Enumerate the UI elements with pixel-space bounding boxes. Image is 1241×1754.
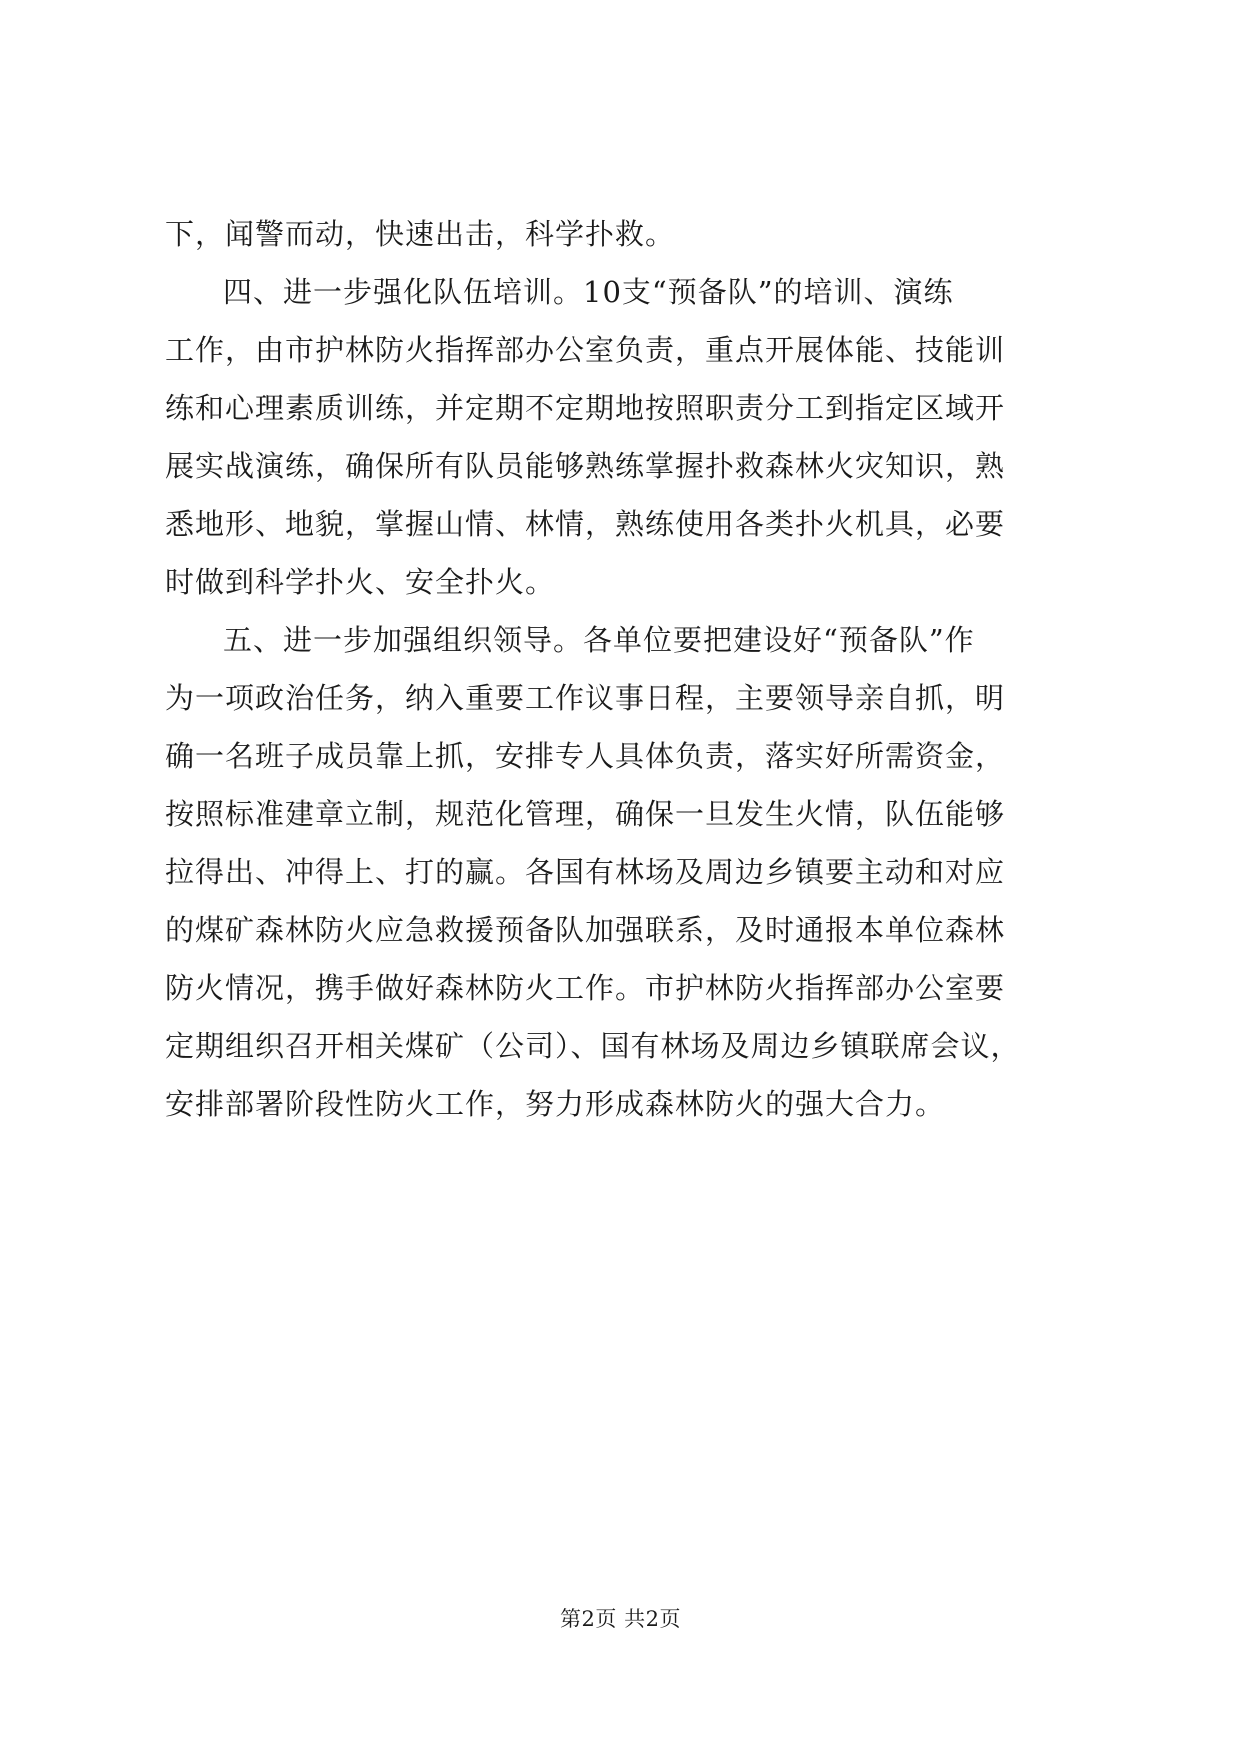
text-line: 定期组织召开相关煤矿（公司）、国有林场及周边乡镇联席会议，: [165, 1029, 1021, 1063]
page-number-footer: 第2页 共2页: [560, 1607, 681, 1631]
text-line: 工作，由市护林防火指挥部办公室负责，重点开展体能、技能训: [165, 333, 1006, 367]
text-line: 悉地形、地貌，掌握山情、林情，熟练使用各类扑火机具，必要: [165, 507, 1006, 541]
text-line: 拉得出、冲得上、打的赢。各国有林场及周边乡镇要主动和对应: [165, 855, 1006, 889]
text-line: 的煤矿森林防火应急救援预备队加强联系，及时通报本单位森林: [165, 913, 1006, 947]
text-line: 练和心理素质训练，并定期不定期地按照职责分工到指定区域开: [165, 391, 1006, 425]
text-line: 为一项政治任务，纳入重要工作议事日程，主要领导亲自抓，明: [165, 681, 1006, 715]
text-line: 展实战演练，确保所有队员能够熟练掌握扑救森林火灾知识，熟: [165, 449, 1006, 483]
text-line: 时做到科学扑火、安全扑火。: [165, 565, 556, 599]
text-line: 按照标准建章立制，规范化管理，确保一旦发生火情，队伍能够: [165, 797, 1006, 831]
text-line: 五、进一步加强组织领导。各单位要把建设好“预备队”作: [223, 623, 975, 657]
document-body: [165, 205, 1085, 1133]
text-line: 安排部署阶段性防火工作，努力形成森林防火的强大合力。: [165, 1087, 946, 1121]
text-line: 四、进一步强化队伍培训。10支“预备队”的培训、演练: [223, 275, 954, 309]
text-line: 下，闻警而动，快速出击，科学扑救。: [165, 217, 676, 251]
text-line: 防火情况，携手做好森林防火工作。市护林防火指挥部办公室要: [165, 971, 1006, 1005]
text-line: 确一名班子成员靠上抓，安排专人具体负责，落实好所需资金，: [165, 739, 1006, 773]
